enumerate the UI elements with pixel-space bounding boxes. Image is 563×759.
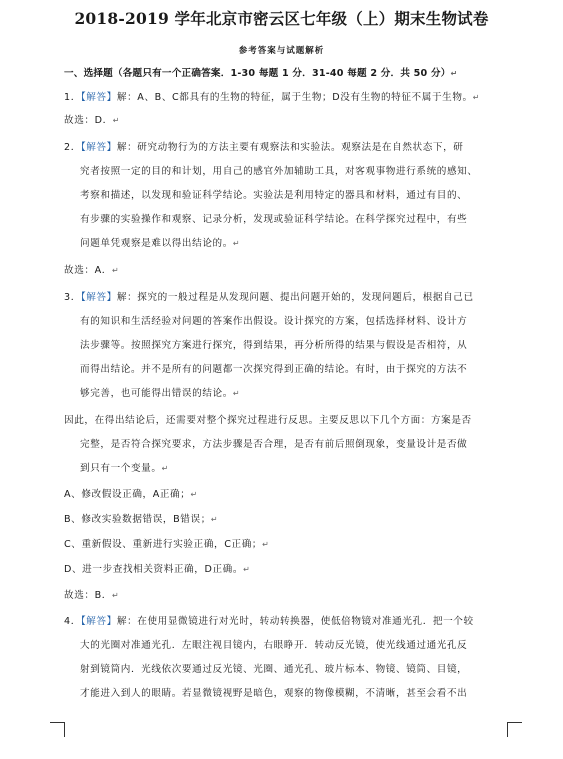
paragraph-line: 2．【解答】解：研究动物行为的方法主要有观察法和实验法。观察法是在自然状态下，研 (64, 142, 464, 153)
paragraph-line: 究者按照一定的目的和计划，用自己的感官外加辅助工具，对客观事物进行系统的感知、 (80, 166, 478, 177)
document-title: 2018-2019 学年北京市密云区七年级（上）期末生物试卷 (74, 9, 489, 28)
paragraph-line: 到只有一个变量。↵ (80, 463, 169, 474)
paragraph-line: 问题单凭观察是难以得出结论的。↵ (80, 238, 241, 249)
paragraph-line: 3．【解答】解：探究的一般过程是从发现问题、提出问题开始的，发现问题后，根据自己已 (64, 292, 474, 303)
answer-tag: 【解答】 (80, 616, 117, 627)
answer-line: 故选：D．↵ (64, 115, 121, 126)
section-heading: 一、选择题（各题只有一个正确答案．1-30 每题 1 分．31-40 每题 2 分．共 50 分）↵ (64, 68, 458, 79)
answer-tag: 【解答】 (80, 292, 117, 303)
paragraph-line: 因此，在得出结论后，还需要对整个探究过程进行反思。主要反思以下几个方面：方案是否 (64, 415, 472, 426)
paragraph-line: 完整，是否符合探究要求，方法步骤是否合理，是否有前后照倒现象，变量设计是否做 (80, 439, 468, 450)
paragraph-line: 才能进入到人的眼睛。若显微镜视野是暗色，观察的物像模糊，不清晰，甚至会看不出 (80, 688, 468, 699)
option-line: B、修改实验数据错误，B错误；↵ (64, 514, 219, 525)
paragraph-line: 有步骤的实验操作和观察、记录分析，发现或验证科学结论。在科学探究过程中，有些 (80, 214, 468, 225)
paragraph-line: 1．【解答】解：A、B、C都具有的生物的特征，属于生物；D没有生物的特征不属于生物。↵ (64, 92, 481, 103)
option-line: C、重新假设、重新进行实验正确，C正确；↵ (64, 539, 270, 550)
paragraph-line: 而得出结论。并不是所有的问题都一次探究得到正确的结论。有时，由于探究的方法不 (80, 364, 468, 375)
answer-line: 故选：B．↵ (64, 590, 120, 601)
option-line: A、修改假设正确，A正确；↵ (64, 489, 198, 500)
option-line: D、进一步查找相关资料正确，D正确。↵ (64, 564, 251, 575)
paragraph-line: 4．【解答】解：在使用显微镜进行对光时，转动转换器，使低倍物镜对准通光孔．把一个较 (64, 616, 474, 627)
paragraph-line: 大的光圈对准通光孔．左眼注视目镜内，右眼睁开．转动反光镜，使光线通过通光孔反 (80, 640, 468, 651)
answer-line: 故选：A．↵ (64, 265, 120, 276)
page-corner-mark (50, 722, 65, 737)
paragraph-line: 够完善，也可能得出错误的结论。↵ (80, 388, 241, 399)
page-corner-mark (507, 722, 522, 737)
paragraph-line: 法步骤等。按照探究方案进行探究，得到结果，再分析所得的结果与假设是否相符，从 (80, 340, 468, 351)
answer-tag: 【解答】 (80, 92, 117, 103)
document-subtitle: 参考答案与试题解析 (238, 46, 325, 56)
answer-tag: 【解答】 (80, 142, 117, 153)
paragraph-line: 射到镜筒内．光线依次要通过反光镜、光圈、通光孔、玻片标本、物镜、镜筒、目镜， (80, 664, 468, 675)
paragraph-line: 有的知识和生活经验对问题的答案作出假设。设计探究的方案，包括选择材料、设计方 (80, 316, 468, 327)
paragraph-line: 考察和描述，以发现和验证科学结论。实验法是利用特定的器具和材料，通过有目的、 (80, 190, 468, 201)
